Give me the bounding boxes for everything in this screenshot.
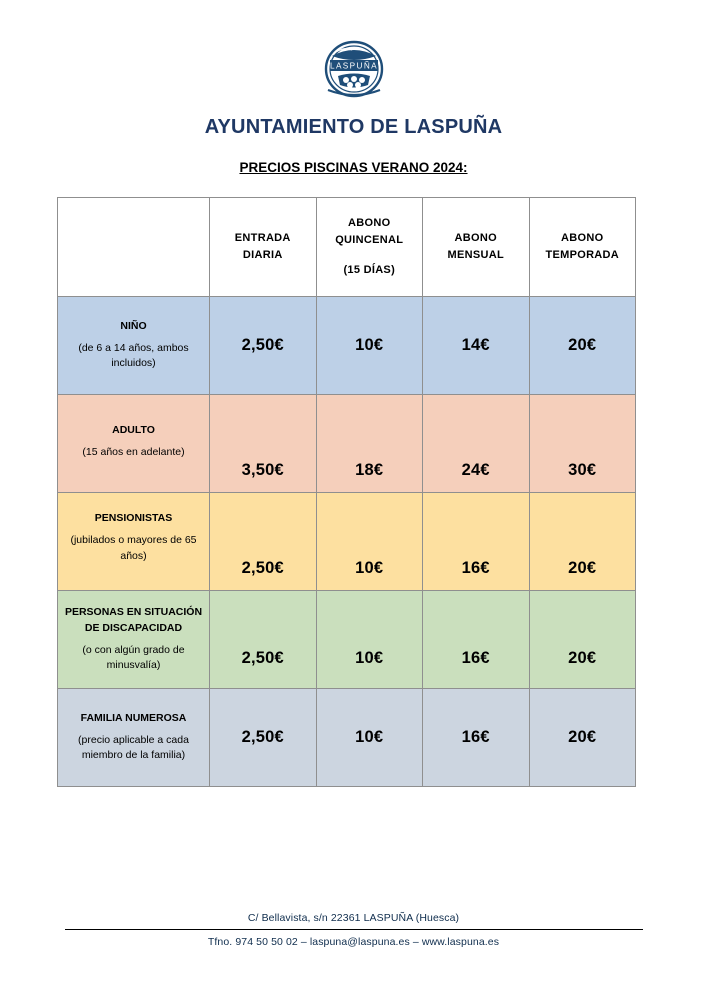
logo-container — [57, 0, 650, 100]
table-row — [58, 493, 636, 591]
table-row — [58, 395, 636, 493]
table-header-entrada-diaria — [210, 198, 317, 297]
table-header-abono-mensual — [423, 198, 530, 297]
cell-abono-mensual: 24€ — [423, 395, 530, 493]
header-line1: ABONO — [454, 231, 497, 244]
footer-contact: Tfno. 974 50 50 02 – laspuna@laspuna.es – www.laspuna.es — [207, 936, 500, 948]
cell-entrada-diaria: 2,50€ — [210, 493, 317, 591]
header-line1: ABONO — [561, 231, 604, 244]
cell-abono-quincenal: 10€ — [316, 591, 423, 689]
header-line2: QUINCENAL — [335, 234, 404, 247]
category-note: (precio aplicable a cada miembro de la familia) — [78, 733, 189, 762]
cell-abono-quincenal: 10€ — [316, 689, 423, 787]
category-name: PERSONAS EN SITUACIÓN DE DISCAPACIDAD — [64, 606, 203, 634]
cell-abono-temporada: 20€ — [529, 689, 636, 787]
row-category-adulto — [58, 395, 210, 493]
cell-abono-quincenal: 10€ — [316, 493, 423, 591]
cell-entrada-diaria: 3,50€ — [210, 395, 317, 493]
header-line1: ABONO — [348, 217, 391, 230]
page-footer — [0, 912, 707, 948]
header-line1: ENTRADA — [234, 231, 291, 244]
cell-abono-temporada: 20€ — [529, 297, 636, 395]
category-note: (15 años en adelante) — [82, 445, 185, 458]
row-category-discapacidad — [58, 591, 210, 689]
cell-abono-quincenal: 18€ — [316, 395, 423, 493]
header-note: (15 DÍAS) — [343, 263, 396, 276]
page-subtitle: PRECIOS PISCINAS VERANO 2024: — [239, 160, 468, 175]
page-title: AYUNTAMIENTO DE LASPUÑA — [204, 116, 503, 138]
cell-abono-quincenal: 10€ — [316, 297, 423, 395]
svg-text:LASPUÑA: LASPUÑA — [329, 61, 378, 71]
row-category-nino — [58, 297, 210, 395]
row-category-pensionistas — [58, 493, 210, 591]
category-name: FAMILIA NUMEROSA — [80, 711, 187, 724]
category-name: NIÑO — [120, 319, 147, 332]
header-line2: DIARIA — [242, 249, 283, 261]
category-name: PENSIONISTAS — [94, 512, 173, 524]
table-header-blank — [58, 198, 210, 297]
cell-abono-mensual: 16€ — [423, 591, 530, 689]
row-category-familia-numerosa — [58, 689, 210, 787]
table-row — [58, 591, 636, 689]
table-row — [58, 689, 636, 787]
table-header-abono-temporada — [529, 198, 636, 297]
table-header — [58, 198, 636, 297]
cell-abono-mensual: 14€ — [423, 297, 530, 395]
category-note: (o con algún grado de minusvalía) — [82, 643, 185, 672]
category-note: (jubilados o mayores de 65 años) — [70, 533, 197, 562]
cell-entrada-diaria: 2,50€ — [210, 297, 317, 395]
category-name: ADULTO — [112, 424, 155, 436]
cell-abono-temporada: 20€ — [529, 591, 636, 689]
footer-divider — [65, 929, 643, 930]
category-note: (de 6 a 14 años, ambos incluidos) — [78, 341, 189, 370]
cell-entrada-diaria: 2,50€ — [210, 689, 317, 787]
cell-abono-mensual: 16€ — [423, 689, 530, 787]
table-row — [58, 297, 636, 395]
table-header-abono-quincenal — [316, 198, 423, 297]
prices-table — [57, 197, 636, 787]
cell-abono-temporada: 30€ — [529, 395, 636, 493]
header-line2: TEMPORADA — [545, 249, 620, 261]
cell-entrada-diaria: 2,50€ — [210, 591, 317, 689]
table-body — [58, 297, 636, 787]
header-line2: MENSUAL — [447, 249, 504, 261]
cell-abono-mensual: 16€ — [423, 493, 530, 591]
footer-address: C/ Bellavista, s/n 22361 LASPUÑA (Huesca) — [247, 912, 460, 924]
cell-abono-temporada: 20€ — [529, 493, 636, 591]
laspuna-coat-of-arms-icon — [312, 38, 396, 100]
